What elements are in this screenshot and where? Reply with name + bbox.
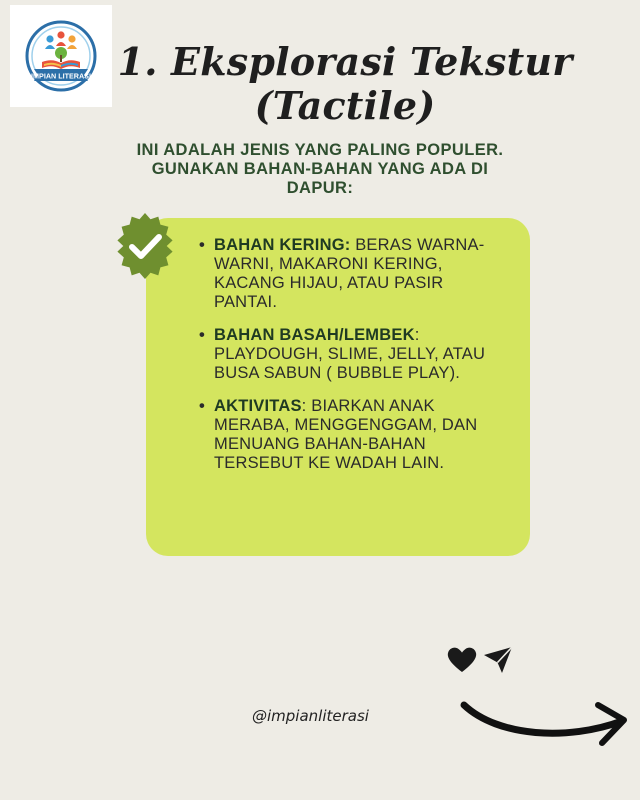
list-item [199, 326, 509, 383]
bullet: • [199, 236, 205, 254]
heart-icon[interactable] [448, 648, 476, 672]
activity-list [199, 236, 509, 487]
item-text: : BIARKAN ANAK MERABA, MENGGENGGAM, DAN MENUANG BAHAN-BAHAN TERSEBUT KE WADAH LAIN. [214, 397, 478, 472]
logo-text: IMPIAN LITERASI [31, 71, 91, 81]
list-item [199, 397, 509, 473]
curved-arrow-icon [458, 697, 634, 761]
intro-text: INI ADALAH JENIS YANG PALING POPULER. GUNAKAN BAHAN-BAHAN YANG ADA DI DAPUR: [136, 141, 504, 197]
check-badge-icon [110, 211, 180, 281]
social-icons [446, 644, 526, 676]
item-label: BAHAN KERING: [214, 236, 351, 254]
item-label: AKTIVITAS [214, 397, 302, 415]
page-title: 1. Eksplorasi Tekstur (Tactile) [117, 39, 573, 128]
item-text: BERAS WARNA-WARNI, MAKARONI KERING, KACANG HIJAU, ATAU PASIR PANTAI. [214, 236, 485, 311]
bullet: • [199, 326, 205, 344]
item-text: : PLAYDOUGH, SLIME, JELLY, ATAU BUSA SABUN ( BUBBLE PLAY). [214, 326, 486, 382]
logo [10, 5, 112, 107]
social-handle: @impianliterasi [252, 707, 369, 725]
list-item [199, 236, 509, 312]
item-label: BAHAN BASAH/LEMBEK [214, 326, 415, 344]
bullet: • [199, 397, 205, 415]
send-icon[interactable] [484, 647, 512, 673]
